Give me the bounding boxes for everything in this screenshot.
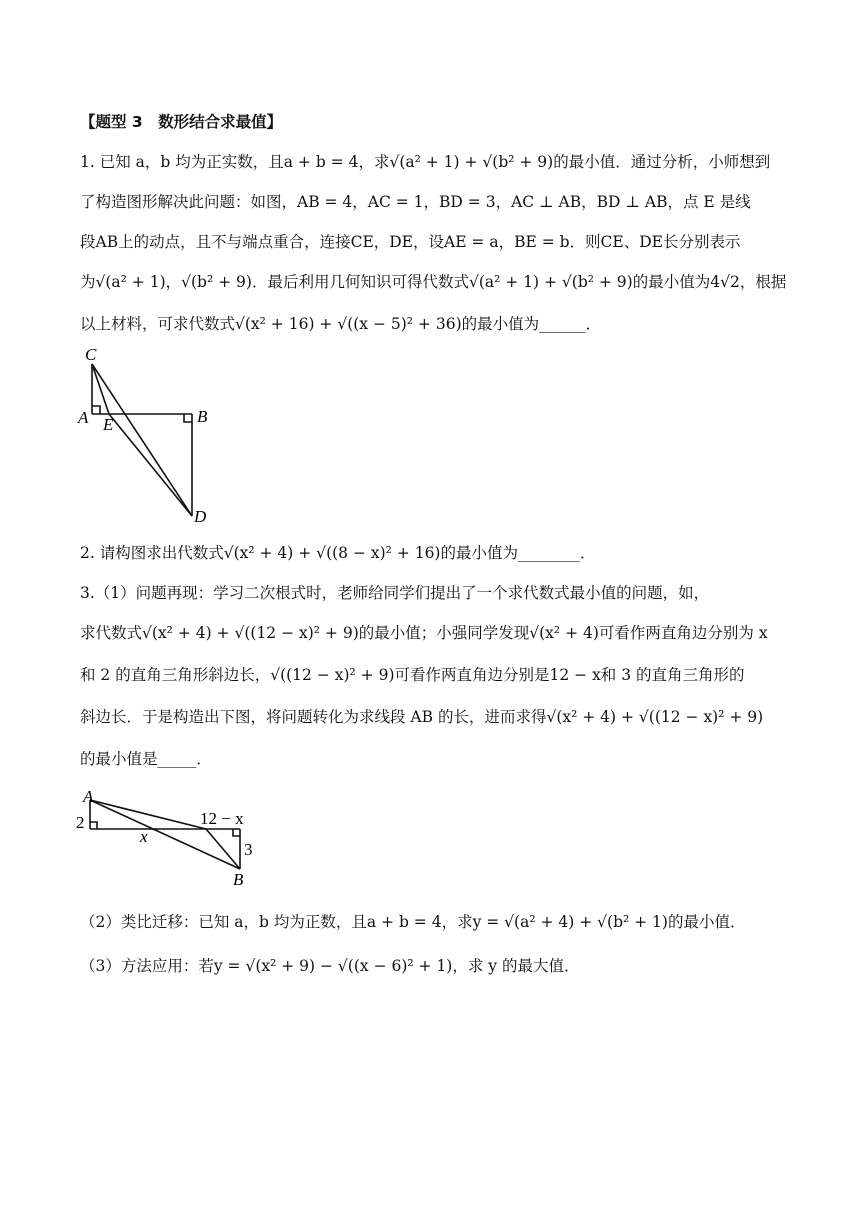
fig2-label-12-minus-x: 12 − x [200, 809, 244, 828]
q3-line-2: 求代数式√(x² + 4) + √((12 − x)² + 9)的最小值；小强同学发现√(x² + 4)可看作两直角边分别为 x [80, 624, 768, 642]
q3-line-5: 的最小值是_____． [80, 750, 212, 768]
q3-line-4: 斜边长．于是构造出下图，将问题转化为求线段 AB 的长，进而求得√(x² + 4) + √((12 − x)² + 9) [80, 708, 764, 726]
fig2-label-x: x [140, 827, 148, 846]
q3-part-2: （2）类比迁移：已知 a，b 均为正数，且a + b = 4，求y = √(a² + 4) + √(b² + 1)的最小值． [80, 913, 746, 931]
section-title: 【题型 3 数形结合求最值】 [80, 113, 283, 131]
figure-1 [74, 342, 224, 527]
figure-2 [74, 785, 274, 890]
fig2-label-2: 2 [76, 813, 85, 832]
q3-line-1: 3.（1）问题再现：学习二次根式时，老师给同学们提出了一个求代数式最小值的问题，如， [80, 584, 710, 602]
q3-line-3: 和 2 的直角三角形斜边长，√((12 − x)² + 9)可看作两直角边分别是12 − x和 3 的直角三角形的 [80, 666, 745, 684]
q1-line-4: 为√(a² + 1)，√(b² + 9)．最后利用几何知识可得代数式√(a² + 1) + √(b² + 9)的最小值为4√2，根据 [80, 273, 787, 291]
fig2-label-b: B [233, 870, 244, 889]
q2-line-1: 2. 请构图求出代数式√(x² + 4) + √((8 − x)² + 16)的最小值为________． [80, 544, 596, 562]
fig2-label-a: A [83, 787, 94, 806]
fig1-label-e: E [103, 415, 114, 434]
q1-line-3: 段AB上的动点，且不与端点重合，连接CE，DE，设AE = a，BE = b．则CE、DE长分别表示 [80, 233, 741, 251]
fig2-label-3: 3 [244, 840, 253, 859]
q1-line-2: 了构造图形解决此问题：如图，AB = 4，AC = 1，BD = 3，AC ⊥ AB，BD ⊥ AB，点 E 是线 [80, 193, 751, 211]
fig1-label-a: A [78, 408, 89, 427]
q3-part-3: （3）方法应用：若y = √(x² + 9) − √((x − 6)² + 1)，求 y 的最大值． [80, 957, 580, 975]
q1-line-5: 以上材料，可求代数式√(x² + 16) + √((x − 5)² + 36)的最小值为______． [80, 315, 602, 333]
fig1-label-d: D [194, 507, 207, 526]
fig1-label-c: C [85, 345, 97, 364]
q1-line-1: 1. 已知 a，b 均为正实数，且a + b = 4，求√(a² + 1) + √(b² + 9)的最小值．通过分析，小师想到 [80, 153, 771, 171]
fig1-label-b: B [197, 407, 208, 426]
